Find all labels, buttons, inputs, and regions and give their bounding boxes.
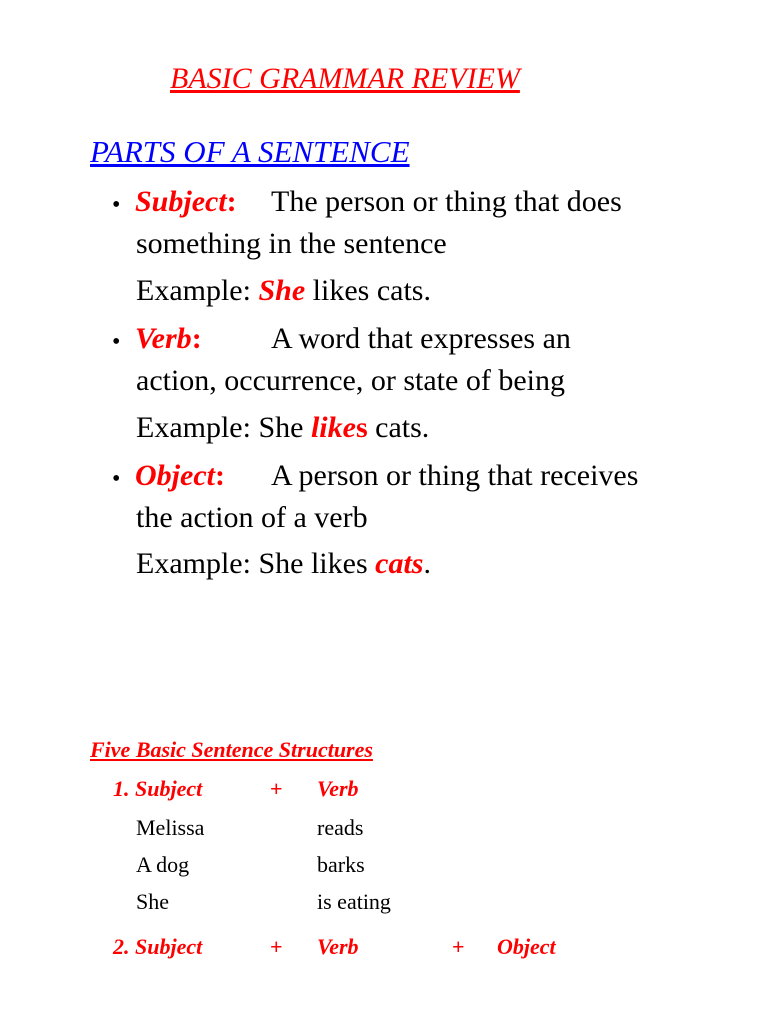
example-row-verb: reads [317, 815, 364, 840]
example-row-subject: Melissa [136, 815, 205, 840]
structure-2-object-label: Object [497, 934, 556, 959]
plus-sign: + [270, 934, 283, 959]
term-object: Object: [135, 459, 225, 492]
structure-1-verb-label: Verb [317, 776, 359, 801]
plus-sign: + [452, 934, 465, 959]
bullet-icon: • [112, 329, 121, 355]
example-row-verb: is eating [317, 889, 391, 914]
section-heading: PARTS OF A SENTENCE [90, 134, 410, 169]
definition-verb-line2: action, occurrence, or state of being [136, 364, 565, 397]
page-title: BASIC GRAMMAR REVIEW [170, 62, 520, 95]
example-row-subject: A dog [136, 852, 190, 877]
term-verb: Verb: [135, 322, 202, 355]
structures-heading: Five Basic Sentence Structures [90, 737, 373, 762]
example-subject: Example: She likes cats. [136, 274, 431, 307]
example-verb: Example: She likes cats. [136, 411, 430, 444]
bullet-icon: • [112, 192, 121, 218]
term-subject: Subject: [135, 185, 237, 218]
definition-object-line1: A person or thing that receives [271, 459, 639, 492]
definition-verb-line1: A word that expresses an [271, 322, 571, 355]
structure-1-label: 1. Subject [113, 776, 203, 801]
example-object: Example: She likes cats. [136, 547, 431, 580]
structure-2-verb-label: Verb [317, 934, 359, 959]
plus-sign: + [270, 776, 283, 801]
definition-subject-line1: The person or thing that does [271, 185, 622, 218]
example-row-verb: barks [317, 852, 365, 877]
example-row-subject: She [136, 889, 169, 914]
structure-2-label: 2. Subject [113, 934, 203, 959]
definition-subject-line2: something in the sentence [136, 227, 447, 260]
definition-object-line2: the action of a verb [136, 501, 368, 534]
bullet-icon: • [112, 466, 121, 492]
